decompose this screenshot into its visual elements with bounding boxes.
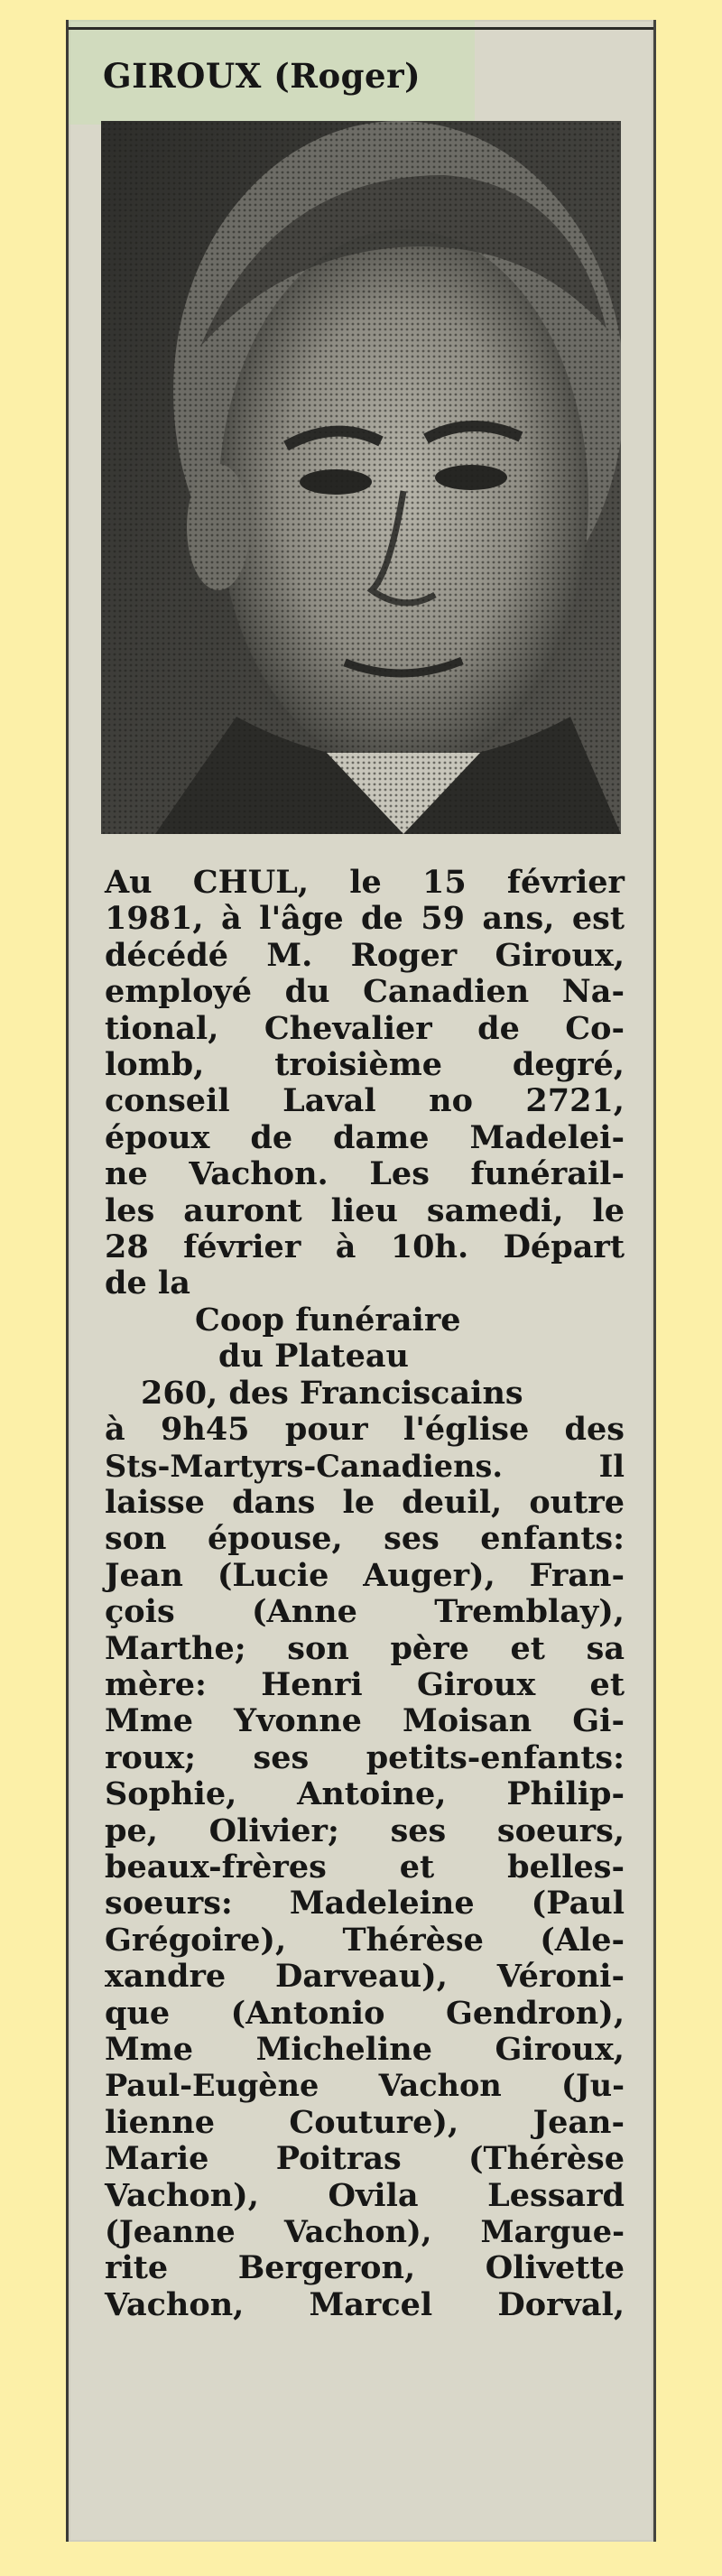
- obituary-text: [105, 865, 625, 2323]
- text-line: xandre Darveau), Véroni-: [105, 1958, 625, 1996]
- text-line: tional, Chevalier de Co-: [105, 1009, 625, 1047]
- text-line: Au CHUL, le 15 février: [105, 864, 625, 901]
- text-line: décédé M. Roger Giroux,: [105, 936, 625, 974]
- text-line: çois (Anne Tremblay),: [105, 1593, 625, 1631]
- funeral-home-name: du Plateau: [218, 1338, 409, 1376]
- text-line: 28 février à 10h. Départ: [105, 1228, 625, 1266]
- text-line: Paul-Eugène Vachon (Ju-: [105, 2068, 625, 2104]
- text-line: mère: Henri Giroux et: [105, 1665, 625, 1703]
- funeral-home-name: Coop funéraire: [195, 1301, 461, 1339]
- text-line: employé du Canadien Na-: [105, 973, 625, 1011]
- funeral-home-address: 260, des Franciscains: [141, 1374, 523, 1412]
- text-line: époux de dame Madelei-: [105, 1118, 625, 1156]
- text-line: Grégoire), Thérèse (Ale-: [105, 1921, 625, 1959]
- text-line: Marie Poitras (Thérèse: [105, 2140, 625, 2178]
- text-line: Sophie, Antoine, Philip-: [105, 1775, 625, 1813]
- text-line: Sts-Martyrs-Canadiens. Il: [105, 1448, 625, 1484]
- top-rule: [69, 27, 653, 30]
- text-line: de la: [105, 1265, 190, 1302]
- text-line: beaux-frères et belles-: [105, 1848, 625, 1886]
- text-line: Vachon), Ovila Lessard: [105, 2176, 625, 2214]
- text-line: à 9h45 pour l'église des: [105, 1411, 625, 1449]
- text-line: Mme Micheline Giroux,: [105, 2031, 625, 2068]
- text-line: pe, Olivier; ses soeurs,: [105, 1812, 625, 1849]
- text-line: Vachon, Marcel Dorval,: [105, 2285, 625, 2323]
- text-line: roux; ses petits-enfants:: [105, 1738, 625, 1776]
- text-line: que (Antonio Gendron),: [105, 1994, 625, 2032]
- text-line: conseil Laval no 2721,: [105, 1082, 625, 1120]
- text-line: rite Bergeron, Olivette: [105, 2249, 625, 2287]
- obituary-clipping: [66, 20, 656, 2542]
- text-line: lomb, troisième degré,: [105, 1046, 625, 1084]
- text-line: Jean (Lucie Auger), Fran-: [105, 1556, 625, 1594]
- text-line: Marthe; son père et sa: [105, 1629, 625, 1667]
- text-line: lienne Couture), Jean-: [105, 2103, 625, 2141]
- text-line: Mme Yvonne Moisan Gi-: [105, 1702, 625, 1740]
- text-line: ne Vachon. Les funérail-: [105, 1155, 625, 1193]
- text-line: soeurs: Madeleine (Paul: [105, 1885, 625, 1923]
- name-heading: GIROUX (Roger): [103, 56, 421, 96]
- text-line: 1981, à l'âge de 59 ans, est: [105, 900, 625, 938]
- text-line: les auront lieu samedi, le: [105, 1191, 625, 1229]
- text-line: (Jeanne Vachon), Margue-: [105, 2214, 625, 2250]
- text-line: son épouse, ses enfants:: [105, 1520, 625, 1558]
- portrait-photo: [101, 121, 621, 834]
- text-line: laisse dans le deuil, outre: [105, 1483, 625, 1521]
